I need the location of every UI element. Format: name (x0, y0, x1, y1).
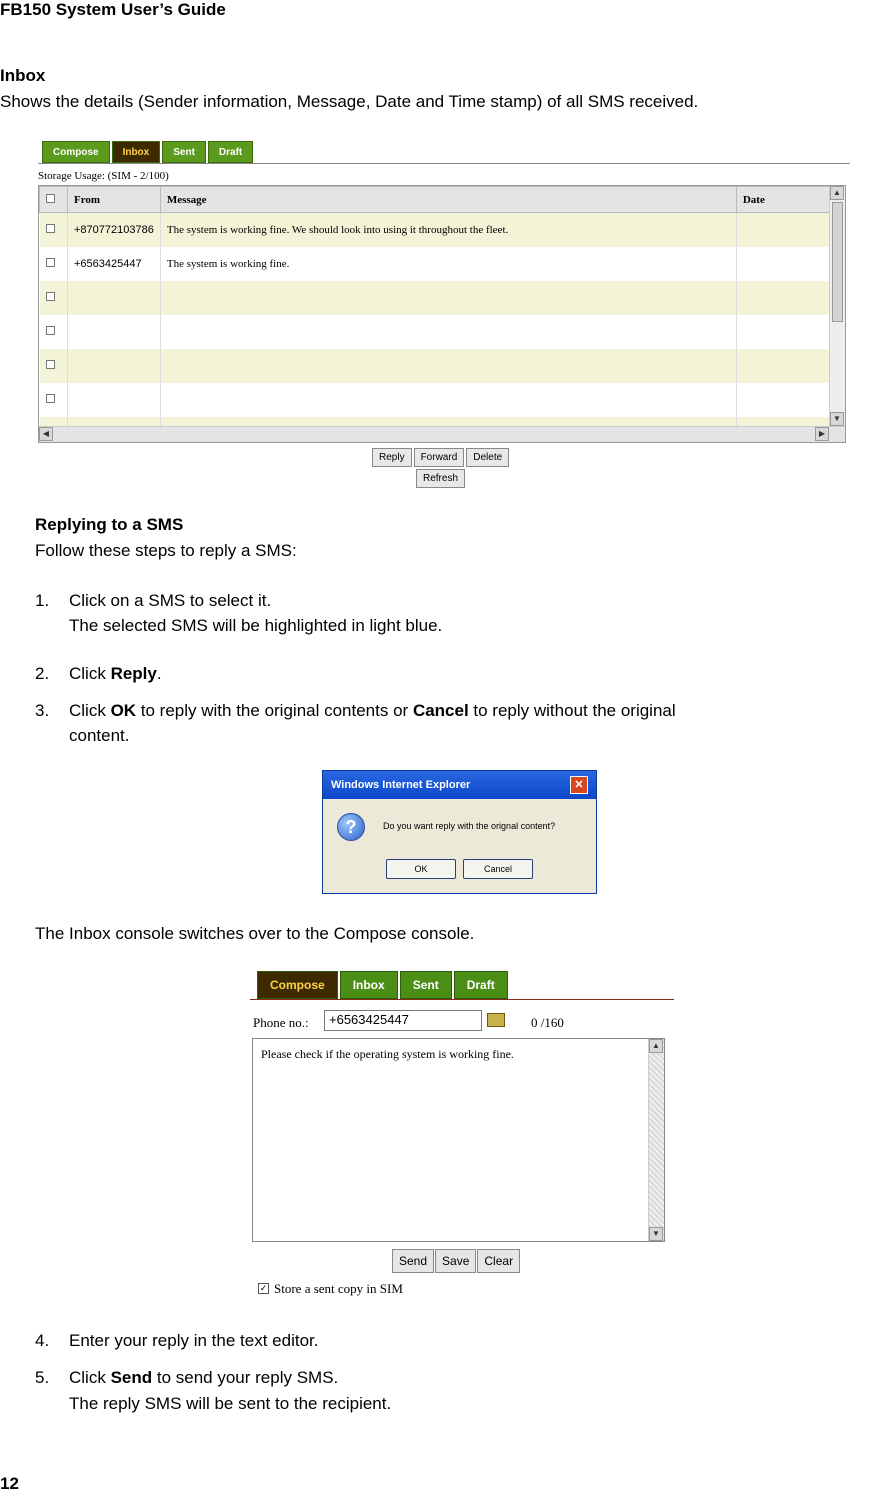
row-date (736, 383, 830, 417)
table-row[interactable] (40, 315, 831, 349)
clear-button[interactable]: Clear (477, 1249, 520, 1273)
tab-draft[interactable]: Draft (454, 971, 508, 999)
inbox-action-buttons (372, 448, 509, 467)
page-number: 12 (0, 1474, 19, 1493)
send-button[interactable]: Send (392, 1249, 434, 1273)
inbox-description: Shows the details (Sender information, Message, Date and Time stamp) of all SMS received. (0, 92, 699, 111)
row-message: The system is working fine. (160, 247, 736, 281)
row-checkbox[interactable] (46, 224, 55, 233)
cancel-button[interactable]: Cancel (463, 859, 533, 879)
column-message: Message (160, 187, 736, 213)
scroll-thumb[interactable] (832, 202, 843, 322)
row-from (68, 315, 161, 349)
row-checkbox[interactable] (46, 326, 55, 335)
tab-sent[interactable]: Sent (162, 141, 206, 163)
ok-button[interactable]: OK (386, 859, 456, 879)
message-textarea[interactable] (252, 1038, 665, 1242)
step-5-text: Click Send to send your reply SMS. (69, 1368, 339, 1387)
row-date (736, 247, 830, 281)
inbox-tab-bar (42, 141, 253, 163)
row-checkbox[interactable] (46, 258, 55, 267)
confirm-dialog (322, 770, 597, 894)
row-date (736, 281, 830, 315)
row-from: +6563425447 (68, 247, 161, 281)
row-date (736, 349, 830, 383)
tab-divider (38, 163, 850, 164)
column-date: Date (736, 187, 830, 213)
reply-button[interactable]: Reply (372, 448, 412, 467)
scroll-right-icon[interactable]: ▶ (815, 427, 829, 441)
compose-tab-bar (257, 971, 508, 999)
tab-compose[interactable]: Compose (42, 141, 110, 163)
step-number: 4. (35, 1331, 50, 1350)
compose-buttons (392, 1249, 520, 1273)
delete-button[interactable]: Delete (466, 448, 509, 467)
textarea-scrollbar[interactable] (648, 1039, 664, 1241)
store-copy-label: Store a sent copy in SIM (274, 1281, 403, 1296)
row-from (68, 281, 161, 315)
table-row[interactable] (40, 349, 831, 383)
char-counter: 0 /160 (531, 1015, 564, 1030)
tab-sent[interactable]: Sent (400, 971, 452, 999)
step-number: 1. (35, 591, 50, 610)
scroll-up-icon[interactable]: ▲ (830, 186, 844, 200)
row-checkbox[interactable] (46, 394, 55, 403)
table-row[interactable] (40, 383, 831, 417)
row-message (160, 281, 736, 315)
reply-heading: Replying to a SMS (35, 515, 184, 534)
inbox-heading: Inbox (0, 66, 46, 85)
console-switch-text: The Inbox console switches over to the Compose console. (35, 924, 475, 943)
step-number: 2. (35, 664, 50, 683)
store-copy-checkbox[interactable]: ✓ (259, 1283, 268, 1293)
column-from: From (68, 187, 161, 213)
forward-button[interactable]: Forward (414, 448, 465, 467)
table-row[interactable] (40, 281, 831, 315)
row-checkbox[interactable] (46, 360, 55, 369)
horizontal-scrollbar[interactable] (39, 426, 845, 442)
dialog-titlebar (323, 771, 596, 799)
row-from: +870772103786 (68, 213, 161, 247)
row-message (160, 383, 736, 417)
phone-label: Phone no.: (253, 1015, 309, 1030)
doc-header-title: FB150 System User’s Guide (0, 0, 226, 19)
row-from (68, 349, 161, 383)
row-from (68, 383, 161, 417)
scroll-down-icon[interactable]: ▼ (830, 412, 844, 426)
inbox-table (39, 186, 831, 443)
step-4-text: Enter your reply in the text editor. (69, 1331, 319, 1350)
question-icon: ? (337, 813, 365, 841)
select-all-checkbox[interactable] (46, 194, 55, 203)
close-icon[interactable]: ✕ (570, 776, 588, 794)
row-message: The system is working fine. We should look into using it throughout the fleet. (160, 213, 736, 247)
step-number: 3. (35, 701, 50, 720)
step-2-text: Click Reply. (69, 664, 162, 683)
row-checkbox[interactable] (46, 292, 55, 301)
scroll-left-icon[interactable]: ◀ (39, 427, 53, 441)
save-button[interactable]: Save (435, 1249, 476, 1273)
dialog-title: Windows Internet Explorer (331, 779, 471, 791)
phone-input[interactable]: +6563425447 (324, 1010, 482, 1031)
reply-intro: Follow these steps to reply a SMS: (35, 541, 297, 560)
row-message (160, 349, 736, 383)
step-1-text: Click on a SMS to select it. (69, 591, 272, 610)
row-date (736, 315, 830, 349)
scroll-down-icon[interactable]: ▼ (649, 1227, 663, 1241)
step-3-continuation: content. (69, 726, 130, 745)
scroll-up-icon[interactable]: ▲ (649, 1039, 663, 1053)
tab-draft[interactable]: Draft (208, 141, 253, 163)
dialog-message: Do you want reply with the orignal content? (383, 821, 556, 831)
inbox-table-frame (38, 185, 846, 443)
step-1-subtext: The selected SMS will be highlighted in light blue. (69, 616, 443, 635)
step-3-text: Click OK to reply with the original contents or Cancel to reply without the original (69, 701, 676, 720)
storage-usage: Storage Usage: (SIM - 2/100) (38, 170, 169, 182)
compose-tab-divider (250, 999, 674, 1000)
tab-inbox[interactable]: Inbox (340, 971, 398, 999)
step-5-subtext: The reply SMS will be sent to the recipient. (69, 1394, 392, 1413)
refresh-button[interactable]: Refresh (416, 469, 465, 488)
table-row[interactable] (40, 247, 831, 281)
table-row[interactable] (40, 213, 831, 247)
refresh-wrap (416, 468, 465, 488)
tab-inbox[interactable]: Inbox (112, 141, 161, 163)
row-date (736, 213, 830, 247)
step-number: 5. (35, 1368, 50, 1387)
address-book-icon[interactable] (487, 1013, 505, 1027)
tab-compose[interactable]: Compose (257, 971, 338, 999)
vertical-scrollbar[interactable] (829, 186, 845, 426)
message-text: Please check if the operating system is working fine. (261, 1047, 514, 1061)
row-message (160, 315, 736, 349)
